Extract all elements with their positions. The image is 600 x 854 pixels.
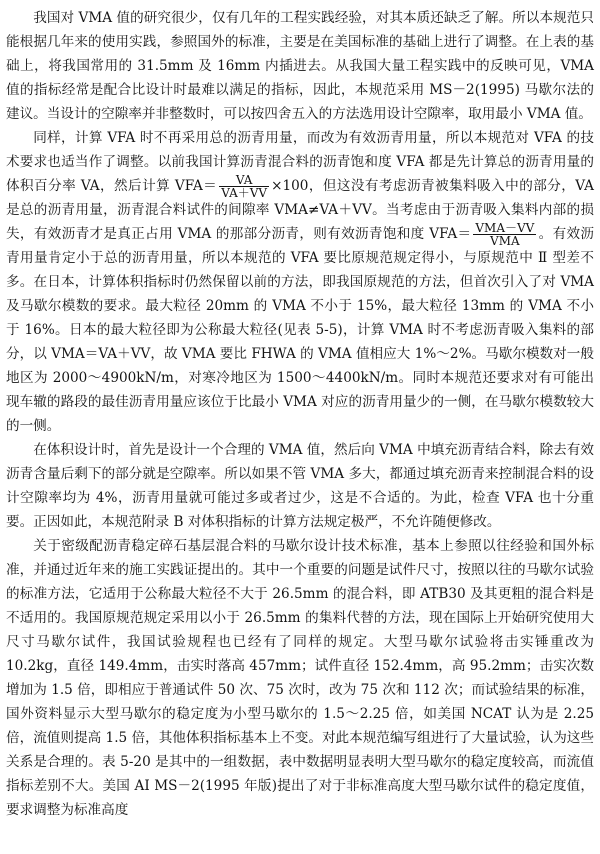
paragraph-vma: 我国对 VMA 值的研究很少，仅有几年的工程实践经验，对其本质还缺乏了解。所以本规范只能根据几年来的使用实践，参照国外的标准，主要是在美国标准的基础上进行了调整。在上表的基础上，将我国常用的 31.5mm 及 16mm 内插进去。从我国大量工程实践中的反映可见，VMA 值的指标经常是配合比设计时最难以满足的指标，因此，本规范采用 MS－2(1995) 马歇尔法的建议。当设计的空隙率并非整数时，可以按四舍五入的方法选用设计空隙率，取用最小 VMA 值。 [6, 10, 594, 122]
paragraph-atb-marshall: 关于密级配沥青稳定碎石基层混合料的马歇尔设计技术标准，基本上参照以往经验和国外标准，并通过近年来的施工实践证提出的。其中一个重要的问题是试件尺寸，按照以往的马歇尔试验的标准方法，它适用于公称最大粒径不大于 26.5mm 的混合料，即 ATB30 及其更粗的混合料是不适用的。我国原规范规定采用以小于 26.5mm 的集料代替的方法，现在国际上开始研究使用大尺寸马歇尔试件，我国试验规程也已经有了同样的规定。大型马歇尔试验将击实锤重改为 10.2kg，直径 149.4mm，击实时落高 457mm；试件直径 152.4mm，高 95.2mm；击实次数增加为 1.5 倍，即相应于普通试件 50 次、75 次时，改为 75 次和 112 次；而试验结果的标准，国外资料显示大型马歇尔的稳定度为小型马歇尔的 1.5～2.25 倍，如美国 NCAT 认为是 2.25 倍，流值则提高 1.5 倍，其他体积指标基本上不变。对此本规范编写组进行了大量试验，认为这些关系是合理的。表 5-20 是其中的一组数据，表中数据明显表明大型马歇尔的稳定度较高，而流值指标差别不大。美国 AI MS－2(1995 年版)提出了对于非标准高度大型马歇尔试件的稳定度值，要求调整为标准高度 [6, 538, 594, 818]
fraction-vfa-effective-denominator: VMA [490, 234, 520, 248]
fraction-vfa-effective-numerator: VMA－VV [475, 221, 535, 235]
fraction-vfa-total-denominator: VA＋VV [221, 186, 268, 200]
paragraph-vfa [6, 126, 594, 438]
paragraph-volume-design: 在体积设计时，首先是设计一个合理的 VMA 值，然后向 VMA 中填充沥青结合料，除去有效沥青含量后剩下的部分就是空隙率。所以如果不管 VMA 多大，都通过填充沥青来控制混合料的设计空隙率均为 4%，沥青用量就可能过多或者过少，这是不合适的。为此，检查 VFA 也十分重要。正因如此，本规范附录 B 对体积指标的计算方法规定极严，不允许随便修改。 [6, 442, 594, 530]
fraction-vfa-total [219, 174, 269, 199]
fraction-vfa-total-numerator: VA [219, 174, 269, 187]
vfa-text-part-c: 。有效沥青用量肯定小于总的沥青用量，所以本规范的 VFA 要比原规范规定得小，与原规范中 Ⅱ 型差不多。在日本，计算体积指标时仍然保留以前的方法，即我国原规范的方法，但首次引入了对 VMA 及马歇尔模数的要求。最大粒径 20mm 的 VMA 不小于 15%，最大粒径 13mm 的 VMA 不小于 16%。日本的最大粒径即为公称最大粒径(见表 5-5)，计算 VMA 时不考虑沥青吸入集料的部分，以 VMA＝VA＋VV，故 VMA 要比 FHWA 的 VMA 值相应大 1%～2%。马歇尔模数对一般地区为 2000～4900kN/m，对寒冷地区为 1500～4400kN/m。同时本规范还要求对有可能出现车辙的路段的最佳沥青用量应该位于比最小 VMA 对应的沥青用量少的一侧，在马歇尔模数较大的一侧。 [6, 226, 594, 434]
vfa-text-part-b: ×100，但这没有考虑沥青被集料吸入中的部分，VA 是总的沥青用量，沥青混合料试件的间隙率 VMA≠VA＋VV。当考虑由于沥青吸入集料内部的损失，有效沥青才是真正占用 VMA 的那部分沥青，则有效沥青饱和度 VFA＝ [6, 178, 594, 242]
vfa-text-part-a: 同样，计算 VFA 时不再采用总的沥青用量，而改为有效沥青用量，所以本规范对 VFA 的技术要求也适当作了调整。以前我国计算沥青混合料的沥青饱和度 VFA 都是先计算总的沥青用量的体积百分率 VA，然后计算 VFA＝ [6, 130, 594, 194]
fraction-vfa-effective [473, 222, 536, 247]
